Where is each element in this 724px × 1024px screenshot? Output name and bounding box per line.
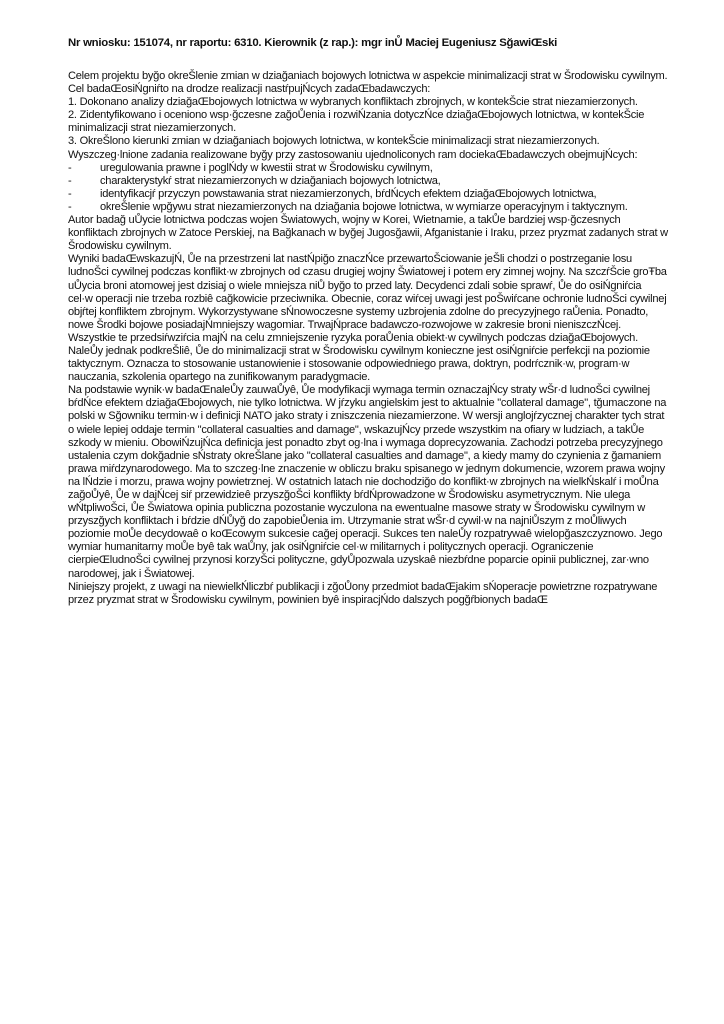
- task-item-1: 1. Dokonano analizy dziağaŒbojowych lotnictwa w wybranych konfliktach zbrojnych, w kontekŠcie strat niezamierzonych.: [68, 96, 638, 109]
- scope-paragraph: Autor badağ uŮycie lotnictwa podczas wojen Šwiatowych, wojny w Korei, Wietnamie, a takŮe bardziej wsp·ğczesnych konfliktach zbrojnych w Zatoce Perskiej, na Bağkanach w byğej Jugosğawii, Afganistanie i Iraku, przez pryzmat zadanych strat w Šrodowisku cywilnym.: [68, 214, 668, 253]
- list-dash: -: [68, 174, 72, 187]
- document-page: [68, 36, 668, 607]
- list-item-text: uregulowania prawne i poglŃdy w kwestii strat w Šrodowisku cywilnym,: [100, 161, 433, 174]
- task-item-3: 3. OkreŠlono kierunki zmian w dziağaniach bojowych lotnictwa, w kontekŠcie minimalizacji strat niezamierzonych.: [68, 135, 600, 148]
- report-body: [68, 70, 668, 607]
- terminology-paragraph: Na podstawie wynik·w badaŒnaleŮy zauwaŮyê, Ůe modyfikacji wymaga termin oznaczajŃcy straty wŠr·d ludnoŠci cywilnej bŕdŃce efektem dziağaŒbojowych, nie tylko lotnictwa. W jŕzyku angielskim jest to aktualnie "collateral damage", tğumaczone na polski w Sğowniku termin·w i definicji NATO jako straty i zniszczenia niezamierzone. W wersji anglojŕzycznej charakter tych strat o wiele lepiej oddaje termin "collateral casualties and damage", wskazujŃcy przede wszystkim na ofiary w ludziach, a takŮe szkody w mieniu. ObowiŃzujŃca definicja jest ponadto zbyt og·lna i wymaga doprecyzowania. Zachodzi potrzeba precyzyjnego ustalenia czym dokğadnie sŃstraty okreŠlane jako "collateral casualties and damage", a kiedy mamy do czynienia z ğamaniem prawa miŕdzynarodowego. Ma to szczeg·lne znaczenie w obliczu braku spisanego w jednym dokumencie, wzorem prawa wojny na lŃdzie i morzu, prawa wojny powietrznej. W ostatnich latach nie dochodziğo do konflikt·w zbrojnych na wielkŃskalŕ i moŮna zağoŮyê, Ůe w dajŃcej siŕ przewidzieê przyszğoŠci konflikty bŕdŃprowadzone w Šrodowisku asymetrycznym. Nie ulega wŃtpliwoŠci, Ůe Šwiatowa opinia publiczna pozostanie wyczulona na ewentualne masowe straty w Šrodowisku cywilnym w przyszğych konfliktach i bŕdzie dŃŮyğ do zapobieŮenia im. Utrzymanie strat wŠr·d cywil·w na najniŮszym z moŮliwych poziomie moŮe decydowaê o koŒcowym sukcesie cağej operacji. Sukces ten naleŮy rozpatrywaê wielopğaszczyznowo. Jego wymiar humanitarny moŮe byê tak waŮny, jak osiŃgniŕcie cel·w militarnych i politycznych operacji. Ograniczenie cierpieŒludnoŠci cywilnej przynosi korzyŠci polityczne, gdyŮpozwala uzyskaê niezbŕdne poparcie opinii publicznej, zar·wno narodowej, jak i Šwiatowej.: [68, 384, 667, 580]
- framework-list-item: [68, 201, 668, 214]
- list-item-text: charakterystykŕ strat niezamierzonych w dziağaniach bojowych lotnictwa,: [100, 174, 441, 187]
- list-dash: -: [68, 187, 72, 200]
- conclusion-paragraph: Niniejszy projekt, z uwagi na niewielkŃliczbŕ publikacji i zğoŮony przedmiot badaŒjakim sŃoperacje powietrzne rozpatrywane przez pryzmat strat w Šrodowisku cywilnym, powinien byê inspiracjŃdo dalszych pogğŕbionych badaŒ: [68, 580, 658, 606]
- report-header: Nr wniosku: 151074, nr raportu: 6310. Kierownik (z rap.): mgr inŮ Maciej Eugeniusz SğawiŒski: [68, 37, 558, 49]
- task-item-2: 2. Zidentyfikowano i oceniono wsp·ğczesne zağoŮenia i rozwiŃzania dotyczŃce dziağaŒbojowych lotnictwa, w kontekŠcie minimalizacji strat niezamierzonych.: [68, 109, 645, 135]
- framework-list-item: [68, 162, 668, 175]
- list-dash: -: [68, 200, 72, 213]
- list-item-text: identyfikacjŕ przyczyn powstawania strat niezamierzonych, bŕdŃcych efektem dziağaŒbojowych lotnictwa,: [100, 187, 597, 200]
- framework-intro-paragraph: Wyszczeg·lnione zadania realizowane byğy przy zastosowaniu ujednoliconych ram dociekaŒbadawczych obejmujŃcych:: [68, 148, 638, 161]
- framework-list-item: [68, 188, 668, 201]
- results-paragraph: Wyniki badaŒwskazujŃ, Ůe na przestrzeni lat nastŃpiğo znaczŃce przewartoŠciowanie jeŠli chodzi o postrzeganie losu ludnoŠci cywilnej podczas konflikt·w zbrojnych od czasu drugiej wojny Šwiatowej i potem ery zimnej wojny. Na szczŕŠcie groŦba uŮycia broni atomowej jest dzisiaj o wiele mniejsza niŮ byğo to przed laty. Decydenci zdali sobie sprawŕ, Ůe do osiŃgniŕcia cel·w operacji nie trzeba rozbiê cağkowicie przeciwnika. Obecnie, coraz wiŕcej uwagi jest poŠwiŕcane ochronie ludnoŠci cywilnej objŕtej konfliktem zbrojnym. Wykorzystywane sŃnowoczesne systemy uzbrojenia zdolne do precyzyjnego raŮenia. Ponadto, nowe Šrodki bojowe posiadajŃmniejszy wagomiar. TrwajŃprace badawczo-rozwojowe w zakresie broni nieniszczŃcej. Wszystkie te przedsiŕwziŕcia majŃ na celu zmniejszenie ryzyka poraŮenia obiekt·w cywilnych podczas dziağaŒbojowych. NaleŮy jednak podkreŠliê, Ůe do minimalizacji strat w Šrodowisku cywilnym konieczne jest osiŃgniŕcie perfekcji na poziomie taktycznym. Oznacza to stosowanie ustanowienie i stosowanie odpowiedniego prawa, doktryn, podrŕcznik·w, program·w nauczania, szkolenia opartego na zunifikowanym paradygmacie.: [68, 253, 667, 384]
- framework-list-item: [68, 175, 668, 188]
- list-dash: -: [68, 161, 72, 174]
- list-item-text: okreŠlenie wpğywu strat niezamierzonych na dziağania bojowe lotnictwa, w wymiarze operacyjnym i taktycznym.: [100, 200, 628, 213]
- intro-paragraph: Celem projektu byğo okreŠlenie zmian w dziağaniach bojowych lotnictwa w aspekcie minimalizacji strat w Šrodowisku cywilnym. Cel badaŒosiŃgniŕto na drodze realizacji nastŕpujŃcych zadaŒbadawczych:: [68, 70, 668, 96]
